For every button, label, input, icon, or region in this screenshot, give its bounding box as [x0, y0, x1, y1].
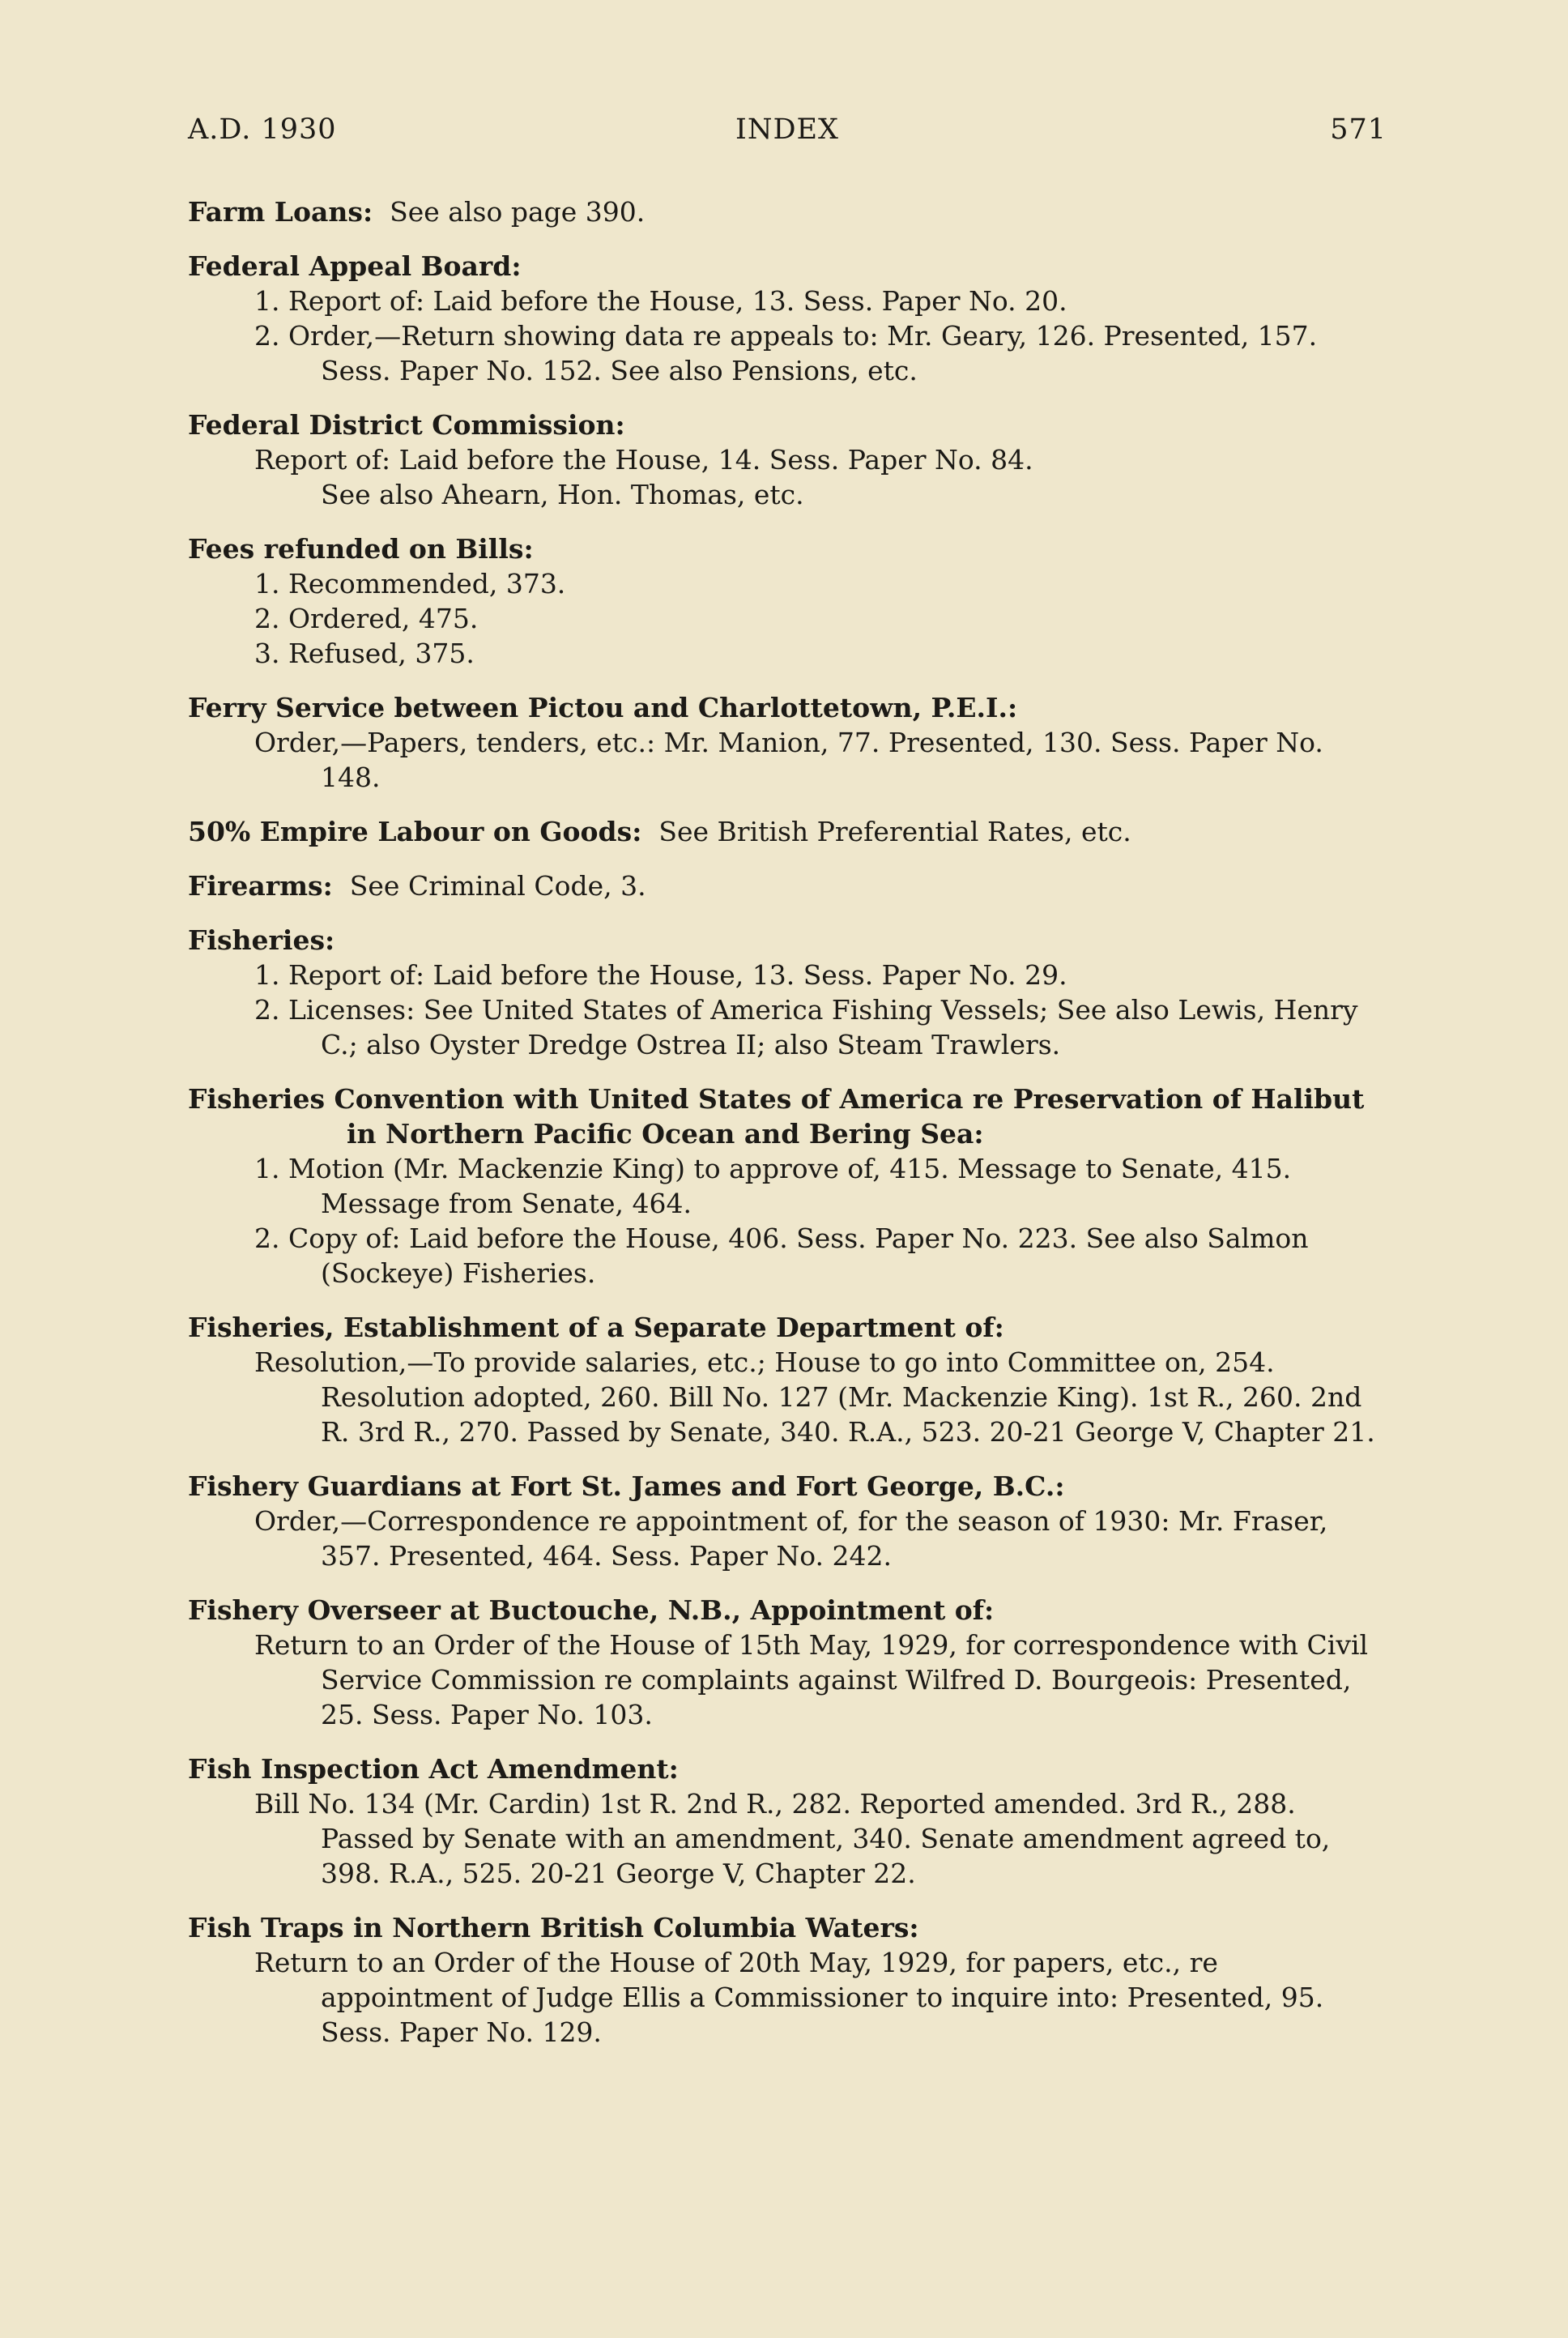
index-entry [188, 1082, 1387, 1291]
index-entry [188, 814, 1387, 849]
entry-heading: Farm Loans: [188, 196, 373, 228]
entry-inline-ref: See Criminal Code, 3. [349, 870, 646, 902]
entry-item: 1. Report of: Laid before the House, 13. Sess. Paper No. 29. [254, 959, 1067, 991]
entry-item: 2. Ordered, 475. [254, 603, 479, 634]
entry-heading: Fisheries, Establishment of a Separate Department of: [188, 1312, 1004, 1343]
entry-heading: Fish Traps in Northern British Columbia Waters: [188, 1912, 919, 1943]
entry-heading: Fishery Overseer at Buctouche, N.B., Appointment of: [188, 1594, 995, 1626]
entry-item: 1. Report of: Laid before the House, 13. Sess. Paper No. 20. [254, 285, 1067, 317]
entry-item: 2. Licenses: See United States of America Fishing Vessels; See also Lewis, Henry C.; also Oyster Dredge Ostrea II; also Steam Trawlers. [254, 994, 1358, 1060]
entry-item: Report of: Laid before the House, 14. Sess. Paper No. 84. [254, 444, 1033, 476]
entry-item: 1. Recommended, 373. [254, 568, 566, 599]
page-number: 571 [1330, 113, 1387, 146]
entry-item: See also Ahearn, Hon. Thomas, etc. [321, 479, 804, 510]
index-entry [188, 868, 1387, 903]
index-body [188, 194, 1387, 2069]
index-entry [188, 690, 1387, 795]
entry-item: Resolution,—To provide salaries, etc.; House to go into Committee on, 254. Resolution adopted, 260. Bill No. 127 (Mr. Mackenzie King). 1st R., 260. 2nd R. 3rd R., 270. Passed by Senate, 340. R.A., 523. 20-21 George V, Chapter 21. [254, 1346, 1375, 1448]
entry-heading: 50% Empire Labour on Goods: [188, 816, 642, 847]
index-entry [188, 407, 1387, 512]
entry-heading: Fish Inspection Act Amendment: [188, 1753, 679, 1785]
index-entry [188, 1593, 1387, 1732]
entry-item: 2. Copy of: Laid before the House, 406. Sess. Paper No. 223. See also Salmon (Sockeye) Fisheries. [254, 1222, 1309, 1289]
entry-item: Return to an Order of the House of 15th May, 1929, for correspondence with Civil Service Commission re complaints against Wilfred D. Bourgeois: Presented, 25. Sess. Paper No. 103. [254, 1629, 1369, 1730]
entry-heading: Federal Appeal Board: [188, 250, 522, 282]
entry-heading: Firearms: [188, 870, 333, 902]
index-entry [188, 249, 1387, 388]
entry-item: Order,—Papers, tenders, etc.: Mr. Manion, 77. Presented, 130. Sess. Paper No. 148. [254, 727, 1323, 793]
running-head [188, 113, 1387, 154]
index-entry [188, 194, 1387, 229]
entry-heading: Fisheries: [188, 924, 335, 956]
entry-inline-ref: See also page 390. [390, 196, 646, 228]
entry-item: Order,—Correspondence re appointment of, for the season of 1930: Mr. Fraser, 357. Presented, 464. Sess. Paper No. 242. [254, 1505, 1328, 1572]
entry-heading: Ferry Service between Pictou and Charlottetown, P.E.I.: [188, 692, 1018, 723]
entry-item: Bill No. 134 (Mr. Cardin) 1st R. 2nd R., 282. Reported amended. 3rd R., 288. Passed by Senate with an amendment, 340. Senate amendment agreed to, 398. R.A., 525. 20-21 George V, Chapter 22. [254, 1788, 1331, 1889]
entry-inline-ref: See British Preferential Rates, etc. [658, 816, 1131, 847]
entry-item: Return to an Order of the House of 20th May, 1929, for papers, etc., re appointment of Judge Ellis a Commissioner to inquire into: Presented, 95. Sess. Paper No. 129. [254, 1947, 1324, 2048]
entry-item: 3. Refused, 375. [254, 638, 475, 669]
entry-heading: Fees refunded on Bills: [188, 533, 534, 565]
index-entry [188, 531, 1387, 671]
entry-heading: Federal District Commission: [188, 409, 625, 441]
index-entry [188, 1751, 1387, 1891]
entry-item: 1. Motion (Mr. Mackenzie King) to approve of, 415. Message to Senate, 415. Message from Senate, 464. [254, 1153, 1292, 1219]
index-entry [188, 1469, 1387, 1573]
index-entry [188, 1310, 1387, 1449]
header-year: A.D. 1930 [188, 113, 337, 146]
index-entry [188, 1910, 1387, 2050]
entry-item: 2. Order,—Return showing data re appeals to: Mr. Geary, 126. Presented, 157. Sess. Paper No. 152. See also Pensions, etc. [254, 320, 1318, 386]
index-entry [188, 923, 1387, 1062]
header-title: INDEX [735, 113, 839, 146]
entry-heading: Fisheries Convention with United States of America re Preservation of Halibut in Northern Pacific Ocean and Bering Sea: [188, 1083, 1365, 1150]
entry-heading: Fishery Guardians at Fort St. James and Fort George, B.C.: [188, 1470, 1065, 1502]
